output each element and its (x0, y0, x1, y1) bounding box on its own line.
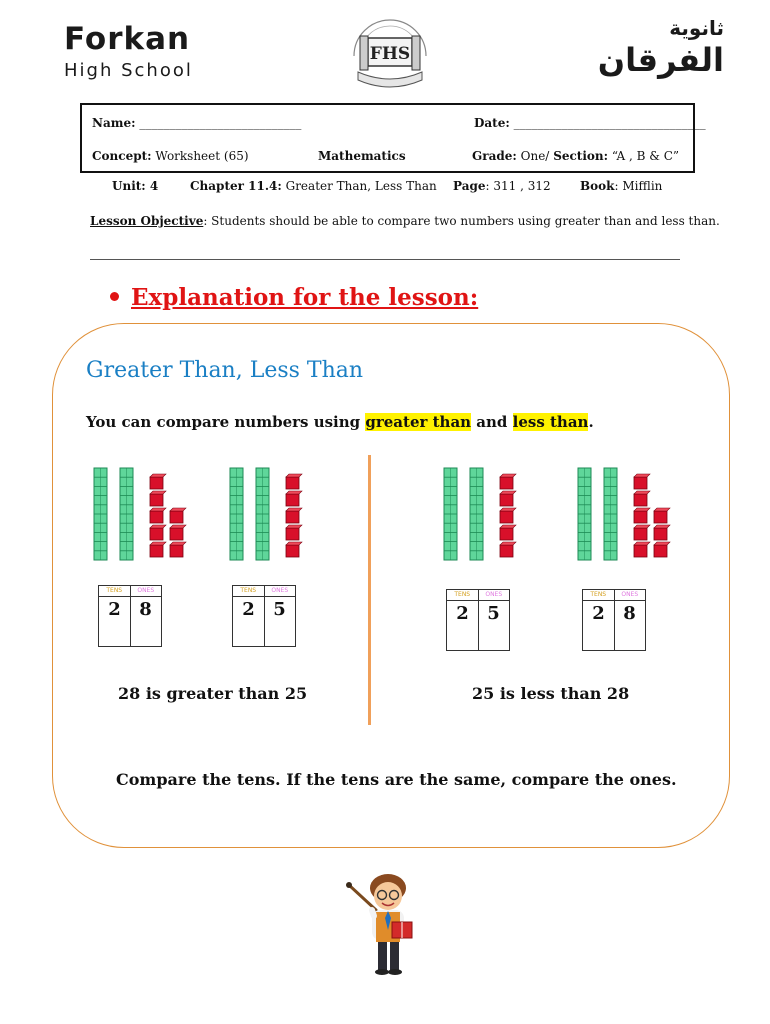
intro-highlight-less: less than (512, 413, 589, 431)
ones-cube (170, 542, 186, 557)
date-label: Date: (474, 116, 510, 130)
tens-digit: 2 (456, 603, 469, 624)
book-label: Book (580, 179, 615, 193)
ones-cube (150, 474, 166, 489)
school-name-line1: Forkan (64, 21, 191, 57)
concept-value: Worksheet (65) (155, 149, 249, 163)
ones-header: ONES (485, 591, 503, 598)
subject-label: Mathematics (318, 149, 406, 163)
grade-label: Grade: (472, 149, 517, 163)
ones-cube (150, 542, 166, 557)
tens-rod (470, 468, 483, 560)
lesson-objective (90, 214, 720, 228)
tens-rod (94, 468, 107, 560)
ones-cube (634, 474, 650, 489)
grade-value: One/ (520, 149, 550, 163)
ones-cube (500, 508, 516, 523)
caption-greater-than: 28 is greater than 25 (118, 684, 308, 703)
place-value-table (98, 585, 162, 647)
chapter-value: Greater Than, Less Than (285, 179, 437, 193)
ones-cube (654, 508, 670, 523)
page-field (453, 179, 551, 193)
panel-intro (86, 413, 594, 431)
tens-digit: 2 (592, 603, 605, 624)
name-blank: ___________________________ (139, 116, 302, 130)
section-value: “A , B & C” (611, 149, 680, 163)
explanation-heading (110, 284, 478, 311)
ones-header: ONES (271, 587, 289, 594)
section-label: Section: (553, 149, 609, 163)
ones-cube (500, 491, 516, 506)
ones-cube (286, 525, 302, 540)
school-crest-icon (344, 10, 436, 92)
intro-highlight-greater: greater than (365, 413, 472, 431)
tens-header: TENS (99, 586, 131, 596)
school-name-ar-line1: ثانوية (669, 16, 724, 40)
tens-header: TENS (447, 590, 479, 600)
tens-header: TENS (233, 586, 265, 596)
tens-rod (444, 468, 457, 560)
ones-header: ONES (621, 591, 639, 598)
intro-prefix: You can compare numbers using (86, 413, 366, 431)
grade-section-field (472, 149, 679, 163)
base-ten-blocks-25-right (440, 464, 550, 564)
tens-rod (256, 468, 269, 560)
ones-cube (150, 525, 166, 540)
concept-label: Concept: (92, 149, 152, 163)
panel-title: Greater Than, Less Than (86, 358, 364, 383)
ones-cube (634, 542, 650, 557)
base-ten-blocks-28-left (90, 464, 200, 564)
logo-text: FHS (369, 44, 411, 64)
ones-cube (634, 525, 650, 540)
base-ten-blocks-25-left (226, 464, 336, 564)
name-label: Name: (92, 116, 136, 130)
school-name-ar-line2: الفرقان (597, 41, 724, 79)
ones-cube (170, 525, 186, 540)
concept-field (92, 149, 249, 163)
tens-digit: 2 (108, 599, 121, 620)
ones-cube (500, 542, 516, 557)
ones-cube (286, 474, 302, 489)
student-info-box (80, 103, 706, 173)
ones-cube (654, 525, 670, 540)
place-value-table (582, 589, 646, 651)
tens-digit: 2 (242, 599, 255, 620)
place-value-table (232, 585, 296, 647)
ones-cube (150, 508, 166, 523)
base-ten-blocks-28-right (574, 464, 684, 564)
intro-mid: and (471, 413, 513, 431)
tens-rod (604, 468, 617, 560)
ones-cube (286, 491, 302, 506)
ones-cube (654, 542, 670, 557)
panel-divider (368, 455, 371, 725)
separator-line (90, 259, 680, 260)
bullet-icon (110, 292, 119, 301)
objective-label: Lesson Objective (90, 214, 204, 228)
comparison-rule: Compare the tens. If the tens are the same, compare the ones. (116, 770, 677, 789)
ones-cube (634, 508, 650, 523)
ones-cube (170, 508, 186, 523)
date-field (474, 116, 706, 130)
date-blank: ________________________________ (513, 116, 706, 130)
page-value: : 311 , 312 (485, 179, 551, 193)
unit-label: Unit: 4 (112, 179, 159, 193)
tens-rod (578, 468, 591, 560)
page-label: Page (453, 179, 486, 193)
chapter-field (190, 179, 437, 193)
book-value: : Mifflin (614, 179, 663, 193)
school-name-english (64, 22, 193, 81)
ones-cube (634, 491, 650, 506)
intro-suffix: . (588, 413, 594, 431)
ones-cube (286, 508, 302, 523)
tens-rod (230, 468, 243, 560)
ones-digit: 5 (273, 599, 286, 620)
objective-text: : Students should be able to compare two numbers using greater than and less than. (203, 214, 720, 228)
place-value-table (446, 589, 510, 651)
ones-header: ONES (137, 587, 155, 594)
tens-rod (120, 468, 133, 560)
explanation-heading-text: Explanation for the lesson: (131, 284, 479, 311)
ones-digit: 5 (487, 603, 500, 624)
chapter-label: Chapter 11.4: (190, 179, 282, 193)
caption-less-than: 25 is less than 28 (472, 684, 630, 703)
ones-digit: 8 (623, 603, 636, 624)
ones-cube (286, 542, 302, 557)
ones-cube (500, 474, 516, 489)
book-field (580, 179, 662, 193)
school-name-line2: High School (64, 60, 193, 81)
teacher-with-pointer-icon (342, 868, 438, 980)
ones-digit: 8 (139, 599, 152, 620)
ones-cube (500, 525, 516, 540)
ones-cube (150, 491, 166, 506)
tens-header: TENS (583, 590, 615, 600)
name-field (92, 116, 301, 130)
school-name-arabic (598, 16, 724, 80)
